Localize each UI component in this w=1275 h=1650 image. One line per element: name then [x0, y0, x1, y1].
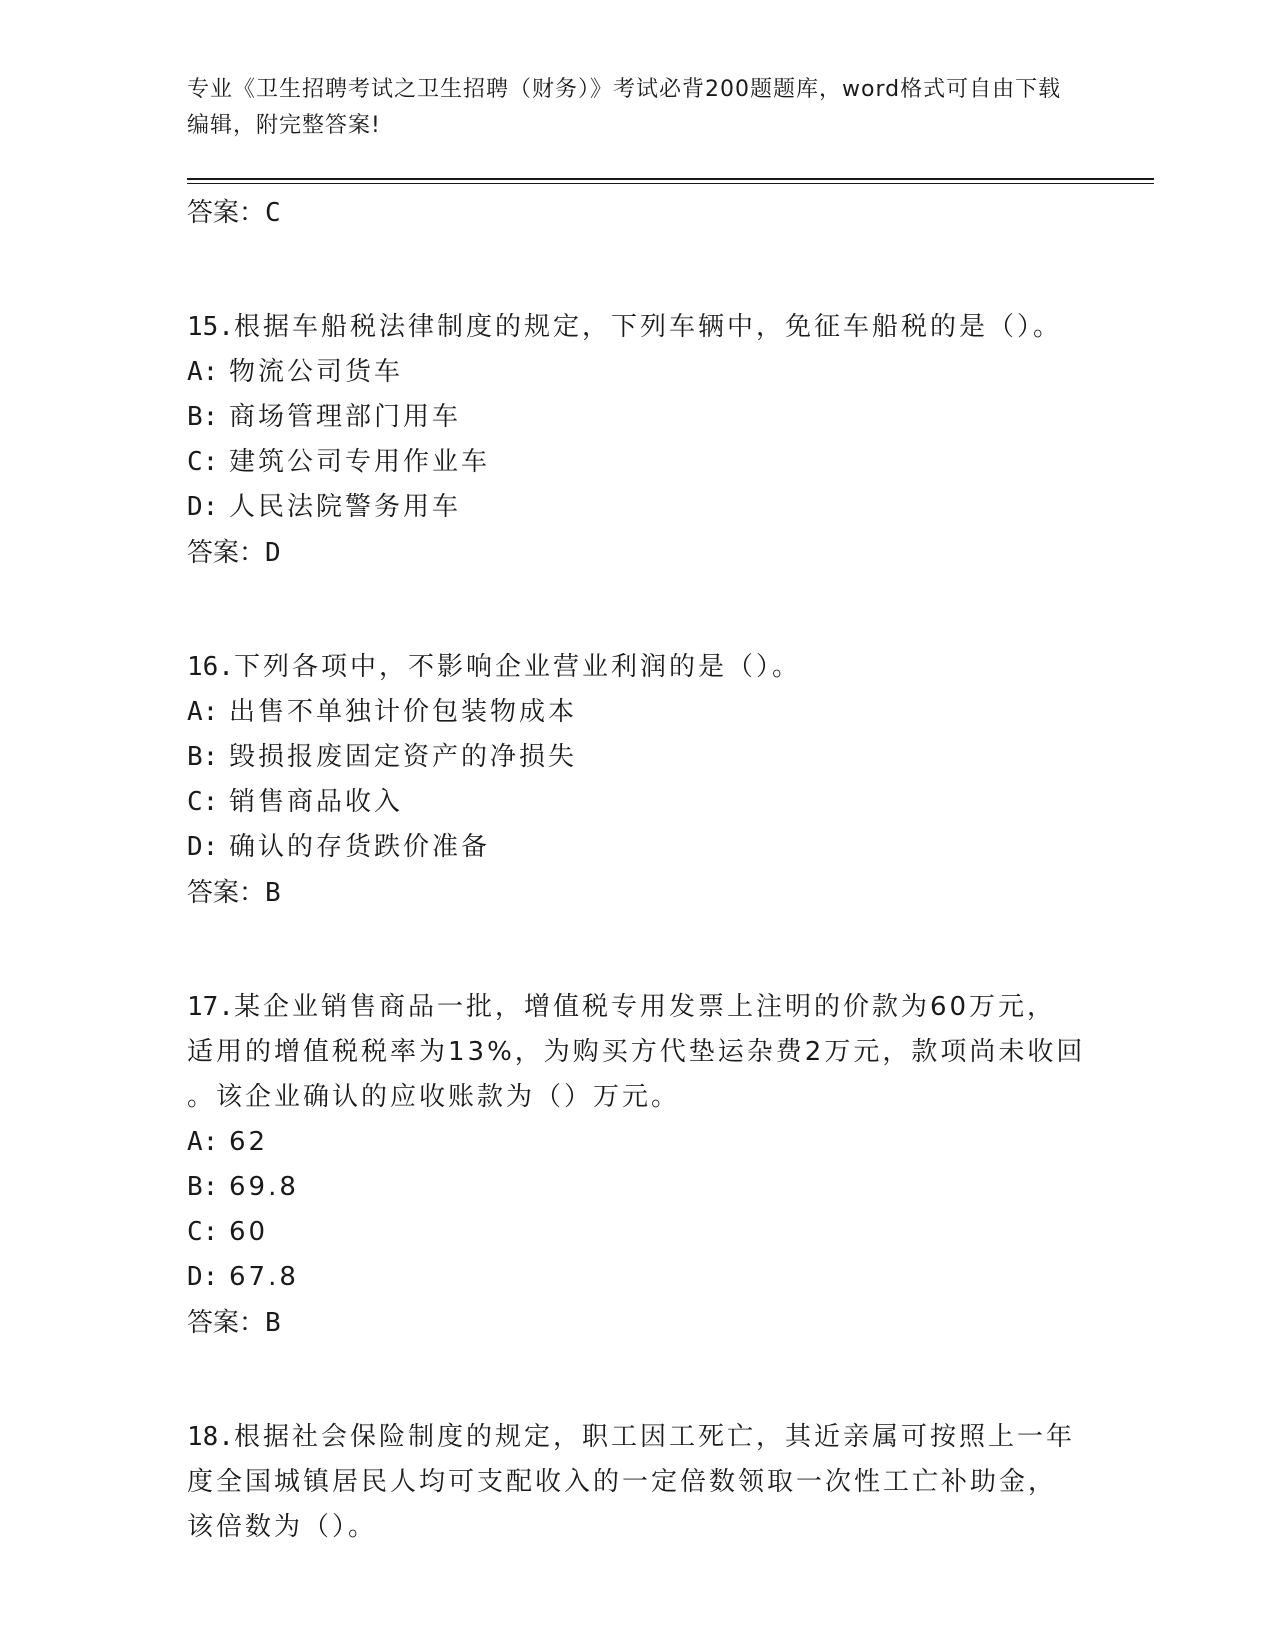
- option-letter: B:: [187, 1172, 219, 1202]
- option-letter: B:: [187, 742, 219, 772]
- option-text: 确认的存货跌价准备: [229, 832, 491, 862]
- option-text: 60: [229, 1217, 269, 1247]
- option-text: 毁损报废固定资产的净损失: [229, 742, 578, 772]
- option-item: [187, 440, 1087, 485]
- answer-line: [187, 530, 1087, 576]
- option-letter: C:: [187, 447, 219, 477]
- question-stem: [187, 985, 1087, 1030]
- answer-label: 答案：: [187, 1308, 266, 1338]
- option-item: [187, 690, 1087, 735]
- option-item: [187, 350, 1087, 395]
- question-number: 16.: [187, 652, 234, 682]
- question-text-line: 该倍数为（）。: [187, 1512, 378, 1542]
- option-letter: A:: [187, 357, 219, 387]
- question-text-line: 根据社会保险制度的规定，职工因工死亡，其近亲属可按照上一年: [233, 1422, 1075, 1452]
- option-text: 出售不单独计价包装物成本: [229, 697, 578, 727]
- answer-value: B: [265, 878, 281, 908]
- question-stem: [187, 305, 1087, 350]
- option-item: [187, 1165, 1087, 1210]
- question-number: 17.: [187, 992, 234, 1022]
- answer-line: [187, 870, 1087, 916]
- option-text: 物流公司货车: [229, 357, 404, 387]
- question-text: 根据车船税法律制度的规定，下列车辆中，免征车船税的是（）。: [233, 312, 1062, 342]
- option-letter: C:: [187, 1217, 219, 1247]
- option-item: [187, 735, 1087, 780]
- question-text-line: 度全国城镇居民人均可支配收入的一定倍数领取一次性工亡补助金，: [187, 1467, 1058, 1497]
- answer-value: B: [265, 1308, 281, 1338]
- option-letter: C:: [187, 787, 219, 817]
- question-stem: [187, 645, 1087, 690]
- option-text: 销售商品收入: [229, 787, 404, 817]
- option-letter: B:: [187, 402, 219, 432]
- option-letter: A:: [187, 1127, 219, 1157]
- answer-label: 答案：: [187, 878, 266, 908]
- option-text: 69.8: [229, 1172, 299, 1202]
- option-letter: D:: [187, 492, 219, 522]
- option-text: 建筑公司专用作业车: [229, 447, 491, 477]
- option-item: [187, 395, 1087, 440]
- question-text-line: 。该企业确认的应收账款为（）万元。: [187, 1082, 681, 1112]
- answer-label: 答案：: [187, 538, 266, 568]
- option-item: [187, 1120, 1087, 1165]
- document-header: 专业《卫生招聘考试之卫生招聘（财务）》考试必背200题题库，word格式可自由下载编辑，附完整答案!: [187, 77, 1062, 138]
- question-number: 18.: [187, 1422, 234, 1452]
- header-rule-thin: [187, 183, 1154, 184]
- answer-line: [187, 190, 1087, 236]
- option-letter: A:: [187, 697, 219, 727]
- option-item: [187, 1210, 1087, 1255]
- question-text: 下列各项中，不影响企业营业利润的是（）。: [233, 652, 801, 682]
- answer-value: D: [265, 538, 281, 568]
- header-rule-thick: [187, 178, 1154, 180]
- question-number: 15.: [187, 312, 234, 342]
- option-text: 商场管理部门用车: [229, 402, 462, 432]
- answer-label: 答案：: [187, 198, 266, 228]
- option-text: 62: [229, 1127, 269, 1157]
- answer-line: [187, 1300, 1087, 1346]
- question-text-line: 某企业销售商品一批，增值税专用发票上注明的价款为60万元，: [233, 992, 1057, 1022]
- option-item: [187, 825, 1087, 870]
- option-item: [187, 485, 1087, 530]
- answer-value: C: [265, 198, 281, 228]
- option-item: [187, 780, 1087, 825]
- option-item: [187, 1255, 1087, 1300]
- option-letter: D:: [187, 832, 219, 862]
- option-letter: D:: [187, 1262, 219, 1292]
- question-text-line: 适用的增值税税率为13%，为购买方代垫运杂费2万元，款项尚未收回: [187, 1037, 1086, 1067]
- question-list: [187, 190, 1087, 1550]
- question-stem: [187, 1415, 1087, 1460]
- option-text: 人民法院警务用车: [229, 492, 462, 522]
- option-text: 67.8: [229, 1262, 299, 1292]
